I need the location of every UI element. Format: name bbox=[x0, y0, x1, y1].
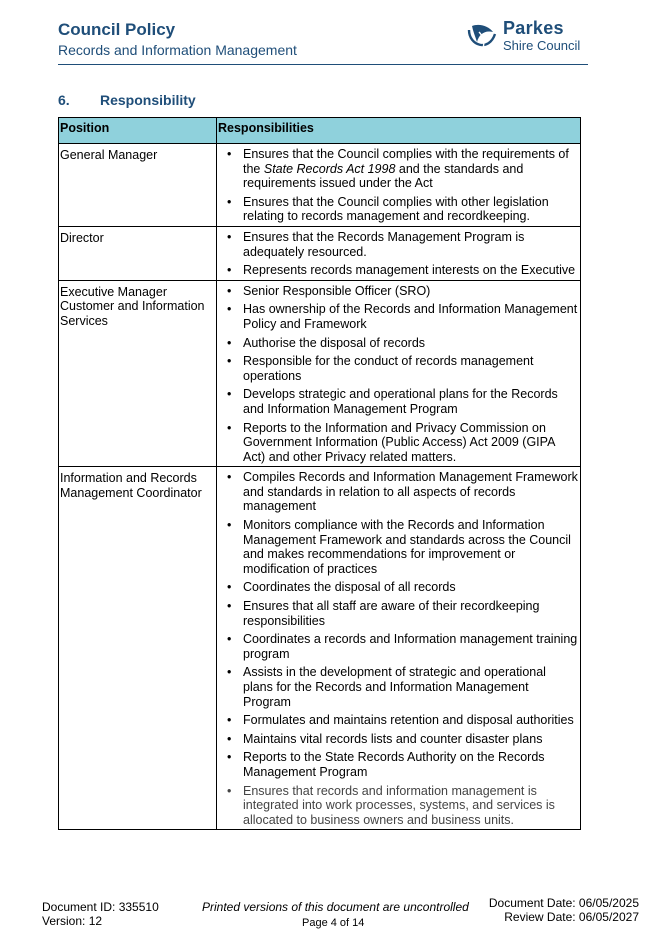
responsibility-list bbox=[217, 230, 579, 278]
responsibility-text: Senior Responsible Officer (SRO) bbox=[243, 283, 431, 298]
logo-text-parkes: Parkes bbox=[503, 18, 564, 38]
responsibility-text: Coordinates the disposal of all records bbox=[243, 580, 456, 595]
document-subtitle: Records and Information Management bbox=[58, 42, 297, 58]
table-row bbox=[59, 467, 581, 830]
responsibility-text: Ensures that records and information management is integrated into work processes, systems, and services is allocated to business owners and business units. bbox=[243, 783, 555, 827]
responsibility-item bbox=[217, 784, 579, 828]
responsibility-item bbox=[217, 421, 579, 465]
responsibilities-cell bbox=[217, 280, 581, 467]
responsibility-item bbox=[217, 632, 579, 661]
responsibilities-cell bbox=[217, 226, 581, 280]
responsibility-text: Ensures that the Council complies with the requirements of the bbox=[243, 147, 569, 176]
responsibility-item bbox=[217, 732, 579, 747]
responsibility-item bbox=[217, 580, 579, 595]
responsibility-item bbox=[217, 713, 579, 728]
responsibility-item bbox=[217, 230, 579, 259]
responsibility-text: Assists in the development of strategic and operational plans for the Records and Information Management Program bbox=[243, 665, 546, 709]
responsibility-item bbox=[217, 284, 579, 299]
page-number: Page 4 of 14 bbox=[302, 917, 365, 929]
responsibility-item bbox=[217, 599, 579, 628]
responsibility-text: Formulates and maintains retention and disposal authorities bbox=[243, 713, 574, 728]
responsibility-text: Ensures that the Records Management Program is adequately resourced. bbox=[243, 229, 525, 259]
document-version: Version: 12 bbox=[42, 914, 103, 928]
footer-left bbox=[42, 900, 159, 928]
act-title: State Records Act 1998 bbox=[263, 161, 396, 176]
column-header-responsibilities: Responsibilities bbox=[217, 118, 581, 144]
responsibility-text: Reports to the Information and Privacy Commission on Government Information (Public Access) Act 2009 (GIPA Act) and other Privacy related matters. bbox=[243, 420, 555, 464]
responsibility-item bbox=[217, 470, 579, 514]
parkes-logo-icon bbox=[463, 20, 499, 54]
footer-disclaimer: Printed versions of this document are uncontrolled bbox=[202, 900, 469, 914]
position-cell: General Manager bbox=[59, 144, 217, 227]
responsibility-item bbox=[217, 302, 579, 331]
table-header-row bbox=[59, 118, 581, 144]
responsibility-text: and the standards and requirements issued under the Act bbox=[243, 161, 524, 191]
document-date: Document Date: 06/05/2025 bbox=[488, 896, 639, 910]
responsibility-text: Authorise the disposal of records bbox=[243, 335, 426, 350]
responsibility-text: Ensures that the Council complies with other legislation relating to records management and recordkeeping. bbox=[243, 194, 549, 224]
responsibility-item bbox=[217, 195, 579, 224]
responsibility-text: Represents records management interests on the Executive bbox=[243, 263, 576, 278]
position-cell: Director bbox=[59, 226, 217, 280]
table-row bbox=[59, 226, 581, 280]
table-body bbox=[59, 144, 581, 830]
table-row bbox=[59, 144, 581, 227]
column-header-position: Position bbox=[59, 118, 217, 144]
section-title: Responsibility bbox=[100, 92, 196, 108]
responsibility-item bbox=[217, 147, 579, 191]
page-header bbox=[58, 20, 588, 65]
responsibility-text: Develops strategic and operational plans for the Records and Information Management Program bbox=[243, 387, 558, 416]
responsibility-list bbox=[217, 470, 579, 827]
responsibility-text: Responsible for the conduct of records management operations bbox=[243, 354, 534, 383]
responsibility-table bbox=[58, 117, 581, 830]
section-heading bbox=[58, 92, 196, 108]
position-cell: Executive Manager Customer and Information Services bbox=[59, 280, 217, 467]
header-divider bbox=[58, 64, 588, 65]
responsibility-text: Maintains vital records lists and counter disaster plans bbox=[243, 731, 543, 746]
review-date: Review Date: 06/05/2027 bbox=[504, 910, 639, 924]
responsibility-item bbox=[217, 263, 579, 278]
responsibility-text: Ensures that all staff are aware of their recordkeeping responsibilities bbox=[243, 599, 540, 628]
page-footer bbox=[0, 895, 645, 935]
document-id: Document ID: 335510 bbox=[42, 900, 159, 914]
responsibility-text: Has ownership of the Records and Information Management Policy and Framework bbox=[243, 302, 578, 331]
responsibility-item bbox=[217, 336, 579, 351]
responsibility-text: Coordinates a records and Information management training program bbox=[243, 632, 578, 661]
responsibility-item bbox=[217, 387, 579, 416]
responsibility-text: Monitors compliance with the Records and Information Management Framework and standards across the Council and makes recommendations for improvement or modification of practices bbox=[243, 518, 571, 576]
responsibility-list bbox=[217, 147, 579, 224]
responsibility-item bbox=[217, 750, 579, 779]
section-number: 6. bbox=[58, 92, 70, 108]
responsibility-item bbox=[217, 354, 579, 383]
responsibility-list bbox=[217, 284, 579, 465]
responsibility-text: Compiles Records and Information Management Framework and standards in relation to all aspects of records management bbox=[243, 470, 578, 514]
table-row bbox=[59, 280, 581, 467]
footer-right bbox=[489, 896, 639, 924]
council-logo bbox=[463, 18, 588, 58]
responsibilities-cell bbox=[217, 144, 581, 227]
logo-text-shire-council: Shire Council bbox=[503, 38, 581, 53]
responsibility-text: Reports to the State Records Authority on the Records Management Program bbox=[243, 750, 545, 779]
position-cell: Information and Records Management Coordinator bbox=[59, 467, 217, 830]
responsibilities-cell bbox=[217, 467, 581, 830]
responsibility-item bbox=[217, 665, 579, 709]
responsibility-item bbox=[217, 518, 579, 576]
document-title: Council Policy bbox=[58, 20, 176, 39]
